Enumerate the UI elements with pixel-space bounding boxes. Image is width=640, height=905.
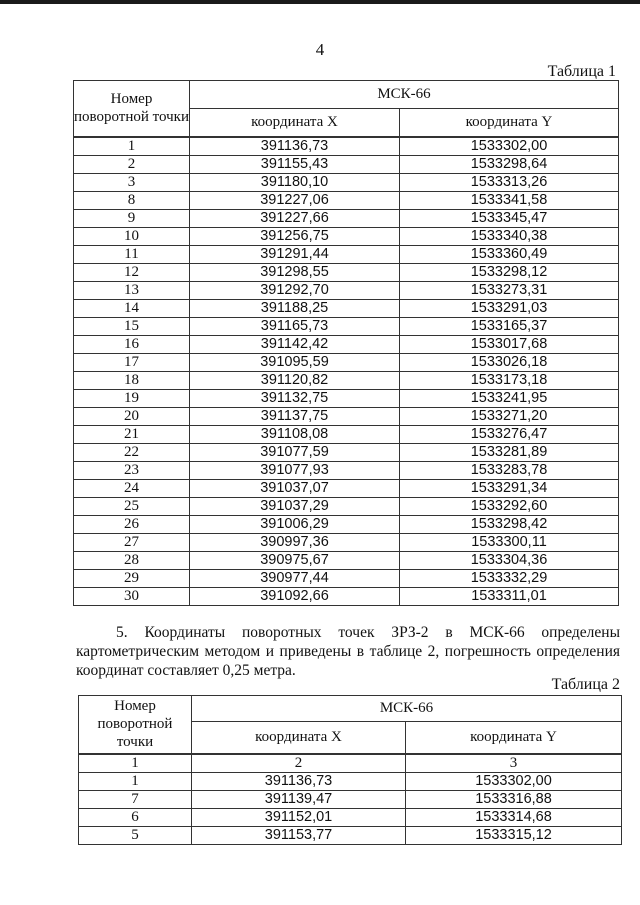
point-number-cell: 29	[74, 569, 190, 587]
table-row	[74, 263, 619, 281]
table1-header-point: Номер поворотной точки	[74, 81, 190, 137]
table-row	[74, 425, 619, 443]
paragraph-5	[76, 623, 620, 680]
coordinate-x-cell: 391139,47	[192, 790, 406, 808]
table2-body	[79, 754, 622, 845]
coordinate-y-cell: 1533298,12	[400, 263, 619, 281]
coordinate-x-cell: 391227,66	[190, 209, 400, 227]
coordinate-y-cell: 1533026,18	[400, 353, 619, 371]
coordinate-x-cell: 391291,44	[190, 245, 400, 263]
table2-column-numbers-row	[79, 754, 622, 773]
coordinate-x-cell: 391037,29	[190, 497, 400, 515]
point-number-cell: 15	[74, 317, 190, 335]
coordinate-y-cell: 1533332,29	[400, 569, 619, 587]
table2-header-system: МСК-66	[192, 696, 622, 722]
table2-caption: Таблица 2	[551, 676, 620, 693]
coordinate-y-cell: 1533298,42	[400, 515, 619, 533]
coordinate-x-cell: 391136,73	[190, 137, 400, 156]
table2-header-x: координата X	[192, 722, 406, 754]
point-number-cell: 3	[74, 173, 190, 191]
point-number-cell: 20	[74, 407, 190, 425]
coordinate-y-cell: 1533291,03	[400, 299, 619, 317]
point-number-cell: 26	[74, 515, 190, 533]
coordinate-y-cell: 1533314,68	[406, 808, 622, 826]
coordinate-y-cell: 1533300,11	[400, 533, 619, 551]
coordinate-x-cell: 391188,25	[190, 299, 400, 317]
coordinate-y-cell: 1533276,47	[400, 425, 619, 443]
coordinate-x-cell: 391077,59	[190, 443, 400, 461]
point-number-cell: 17	[74, 353, 190, 371]
coordinate-x-cell: 390997,36	[190, 533, 400, 551]
coordinate-x-cell: 391152,01	[192, 808, 406, 826]
coordinate-x-cell: 390975,67	[190, 551, 400, 569]
coordinate-x-cell: 391298,55	[190, 263, 400, 281]
point-number-cell: 9	[74, 209, 190, 227]
table-row	[74, 317, 619, 335]
point-number-cell: 6	[79, 808, 192, 826]
table-row	[74, 227, 619, 245]
point-number-cell: 8	[74, 191, 190, 209]
coordinate-x-cell: 391153,77	[192, 826, 406, 844]
table-row	[74, 245, 619, 263]
paragraph-text: 5. Координаты поворотных точек ЗРЗ-2 в МСК-66 определены картометрическим методом и приведены в таблице 2, погрешность определения координат составляет 0,25 метра.	[76, 624, 620, 679]
table-row	[74, 155, 619, 173]
coordinate-x-cell: 390977,44	[190, 569, 400, 587]
table-row	[74, 137, 619, 156]
coordinate-x-cell: 391077,93	[190, 461, 400, 479]
coordinate-x-cell: 391095,59	[190, 353, 400, 371]
coordinate-x-cell: 391006,29	[190, 515, 400, 533]
table2-header-y: координата Y	[406, 722, 622, 754]
coordinate-y-cell: 1533341,58	[400, 191, 619, 209]
coordinate-y-cell: 1533298,64	[400, 155, 619, 173]
column-number: 1	[79, 754, 192, 773]
table1-caption: Таблица 1	[547, 63, 616, 80]
coordinate-y-cell: 1533291,34	[400, 479, 619, 497]
table2-header-point: Номер поворотной точки	[79, 696, 192, 754]
coordinate-x-cell: 391136,73	[192, 772, 406, 790]
table-row	[74, 497, 619, 515]
table-row	[79, 826, 622, 844]
point-number-cell: 25	[74, 497, 190, 515]
coordinate-y-cell: 1533316,88	[406, 790, 622, 808]
table-row	[74, 515, 619, 533]
point-number-cell: 28	[74, 551, 190, 569]
coordinate-x-cell: 391165,73	[190, 317, 400, 335]
coordinate-y-cell: 1533302,00	[406, 772, 622, 790]
column-number: 2	[192, 754, 406, 773]
point-number-cell: 1	[79, 772, 192, 790]
point-number-cell: 30	[74, 587, 190, 605]
table-row	[74, 551, 619, 569]
table-row	[74, 443, 619, 461]
table-row	[74, 353, 619, 371]
coordinate-x-cell: 391142,42	[190, 335, 400, 353]
point-number-cell: 14	[74, 299, 190, 317]
table1-header-system: МСК-66	[190, 81, 619, 109]
coordinate-y-cell: 1533283,78	[400, 461, 619, 479]
scan-edge	[0, 0, 640, 4]
coordinate-y-cell: 1533241,95	[400, 389, 619, 407]
table-row	[74, 479, 619, 497]
coordinate-y-cell: 1533345,47	[400, 209, 619, 227]
coordinate-x-cell: 391227,06	[190, 191, 400, 209]
point-number-cell: 22	[74, 443, 190, 461]
point-number-cell: 1	[74, 137, 190, 156]
table1-header-x: координата X	[190, 109, 400, 137]
table1-body	[74, 137, 619, 606]
coordinate-x-cell: 391155,43	[190, 155, 400, 173]
point-number-cell: 18	[74, 371, 190, 389]
coordinate-y-cell: 1533173,18	[400, 371, 619, 389]
table1	[73, 80, 619, 606]
coordinate-x-cell: 391132,75	[190, 389, 400, 407]
point-number-cell: 10	[74, 227, 190, 245]
table-row	[74, 191, 619, 209]
coordinate-y-cell: 1533304,36	[400, 551, 619, 569]
coordinate-x-cell: 391037,07	[190, 479, 400, 497]
coordinate-y-cell: 1533271,20	[400, 407, 619, 425]
coordinate-x-cell: 391292,70	[190, 281, 400, 299]
table-row	[74, 407, 619, 425]
table-row	[74, 569, 619, 587]
point-number-cell: 19	[74, 389, 190, 407]
coordinate-x-cell: 391120,82	[190, 371, 400, 389]
point-number-cell: 24	[74, 479, 190, 497]
coordinate-y-cell: 1533165,37	[400, 317, 619, 335]
coordinate-y-cell: 1533311,01	[400, 587, 619, 605]
table1-header-y: координата Y	[400, 109, 619, 137]
coordinate-x-cell: 391137,75	[190, 407, 400, 425]
coordinate-x-cell: 391180,10	[190, 173, 400, 191]
table-row	[79, 772, 622, 790]
table-row	[79, 790, 622, 808]
point-number-cell: 2	[74, 155, 190, 173]
point-number-cell: 27	[74, 533, 190, 551]
table-row	[74, 335, 619, 353]
table-row	[74, 173, 619, 191]
table-row	[74, 209, 619, 227]
coordinate-y-cell: 1533360,49	[400, 245, 619, 263]
coordinate-y-cell: 1533292,60	[400, 497, 619, 515]
table2	[78, 695, 622, 845]
table-row	[74, 533, 619, 551]
point-number-cell: 13	[74, 281, 190, 299]
point-number-cell: 12	[74, 263, 190, 281]
point-number-cell: 7	[79, 790, 192, 808]
coordinate-x-cell: 391108,08	[190, 425, 400, 443]
coordinate-y-cell: 1533340,38	[400, 227, 619, 245]
coordinate-y-cell: 1533017,68	[400, 335, 619, 353]
coordinate-y-cell: 1533281,89	[400, 443, 619, 461]
coordinate-x-cell: 391256,75	[190, 227, 400, 245]
page-number: 4	[315, 40, 325, 59]
table-row	[74, 371, 619, 389]
coordinate-y-cell: 1533302,00	[400, 137, 619, 156]
point-number-cell: 16	[74, 335, 190, 353]
coordinate-x-cell: 391092,66	[190, 587, 400, 605]
coordinate-y-cell: 1533313,26	[400, 173, 619, 191]
column-number: 3	[406, 754, 622, 773]
point-number-cell: 11	[74, 245, 190, 263]
table-row	[74, 389, 619, 407]
table-row	[74, 461, 619, 479]
point-number-cell: 5	[79, 826, 192, 844]
point-number-cell: 21	[74, 425, 190, 443]
table-row	[74, 299, 619, 317]
coordinate-y-cell: 1533273,31	[400, 281, 619, 299]
table-row	[74, 587, 619, 605]
table-row	[74, 281, 619, 299]
point-number-cell: 23	[74, 461, 190, 479]
coordinate-y-cell: 1533315,12	[406, 826, 622, 844]
table-row	[79, 808, 622, 826]
